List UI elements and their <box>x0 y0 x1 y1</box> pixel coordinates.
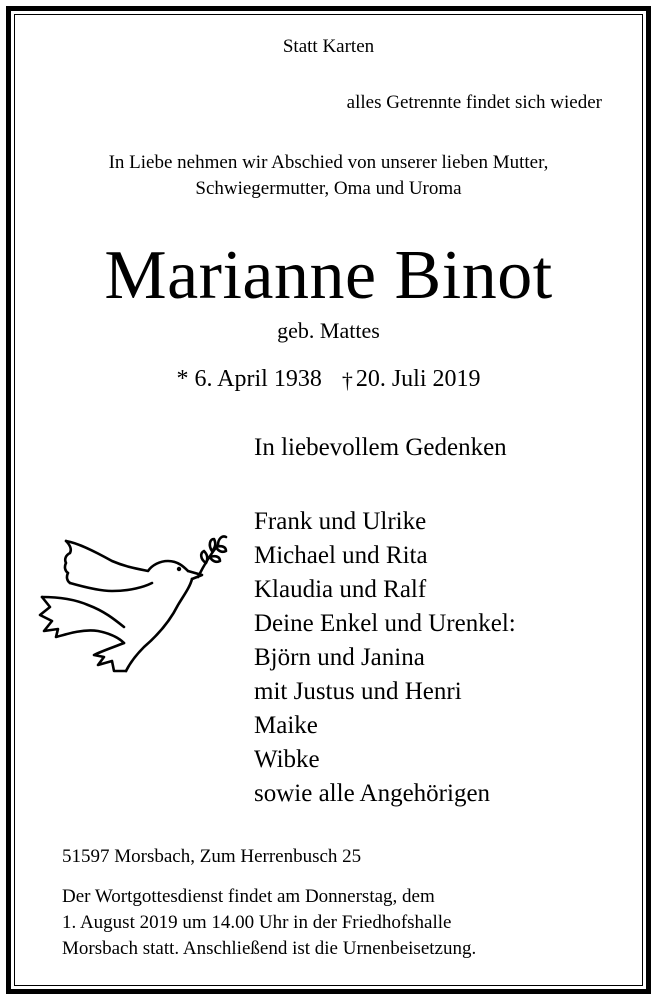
mourner-line: Michael und Rita <box>254 542 428 569</box>
intro-line-2: Schwiegermutter, Oma und Uroma <box>195 178 462 199</box>
mourner-line: mit Justus und Henri <box>254 678 462 705</box>
mourner-line: Maike <box>254 712 318 739</box>
service-line-3: Morsbach statt. Anschließend ist die Urnenbeisetzung. <box>62 938 477 959</box>
mourner-line: Deine Enkel und Urenkel: <box>254 610 516 637</box>
dove-with-olive-branch-icon <box>34 525 244 681</box>
statt-karten-label: Statt Karten <box>282 36 375 57</box>
service-line-1: Der Wortgottesdienst findet am Donnerstag, dem <box>62 886 435 907</box>
death-date: 20. Juli 2019 <box>355 366 481 392</box>
service-line-2: 1. August 2019 um 14.00 Uhr in der Friedhofshalle <box>62 912 452 933</box>
mourner-line: Björn und Janina <box>254 644 425 671</box>
service-info <box>62 884 476 962</box>
intro-text <box>0 150 657 202</box>
mourner-line: Klaudia und Ralf <box>254 576 427 603</box>
mourner-line: sowie alle Angehörigen <box>254 780 491 807</box>
deceased-name: Marianne Binot <box>104 237 553 314</box>
mourner-line: Frank und Ulrike <box>254 508 427 535</box>
mourners-list <box>254 505 516 811</box>
motto-text: alles Getrennte findet sich wieder <box>346 92 602 113</box>
cross-icon: † <box>341 368 353 393</box>
intro-line-1: In Liebe nehmen wir Abschied von unserer lieben Mutter, <box>108 152 549 173</box>
maiden-name: geb. Mattes <box>277 318 380 343</box>
birth-date: * 6. April 1938 <box>176 366 322 392</box>
mourners-heading: In liebevollem Gedenken <box>254 434 507 461</box>
life-dates <box>0 366 657 393</box>
address-line: 51597 Morsbach, Zum Herrenbusch 25 <box>62 846 362 867</box>
mourner-line: Wibke <box>254 746 320 773</box>
